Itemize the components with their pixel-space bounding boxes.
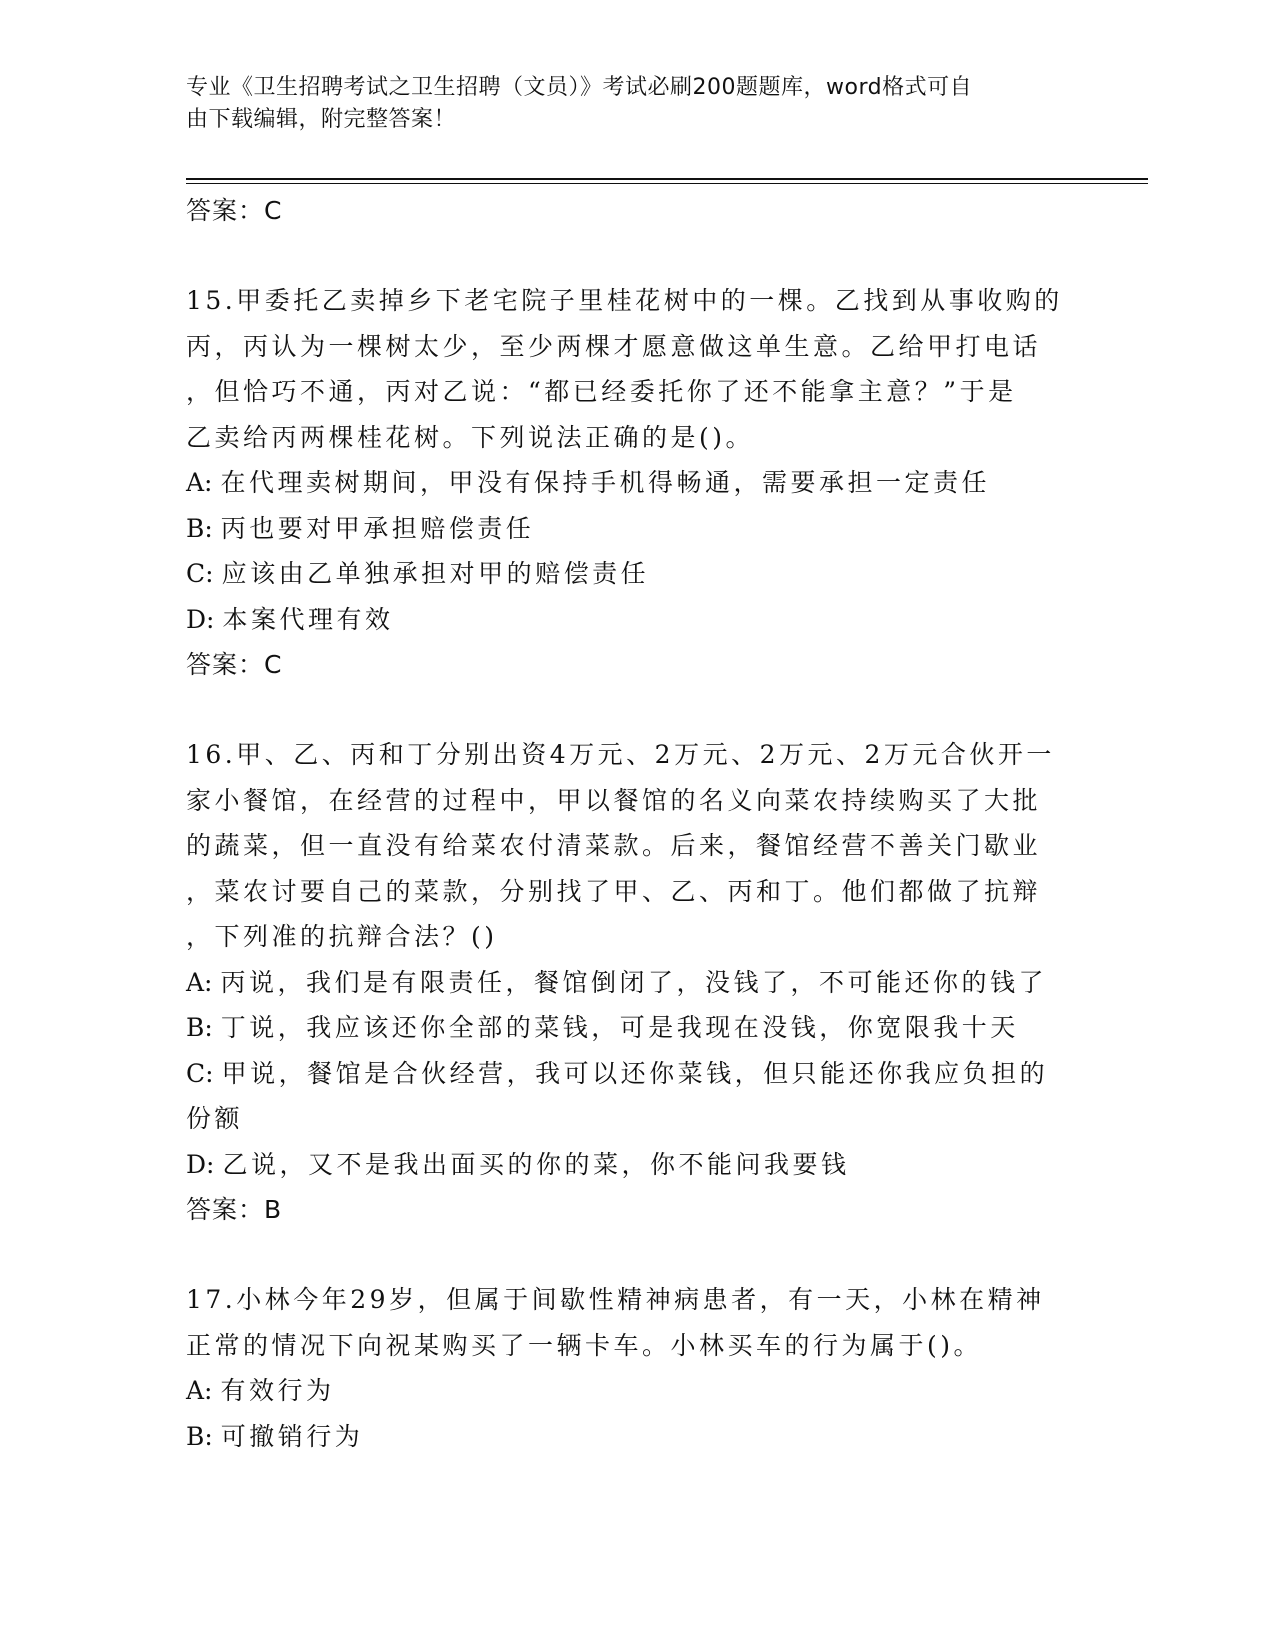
- option-a: [186, 960, 1086, 1006]
- option-key: B:: [186, 1013, 213, 1042]
- option-key: B:: [186, 513, 213, 543]
- option-text: 甲说，餐馆是合伙经营，我可以还你菜钱，但只能还你我应负担的: [221, 1058, 1049, 1088]
- option-text: 丙说，我们是有限责任，餐馆倒闭了，没钱了，不可能还你的钱了: [220, 967, 1047, 997]
- option-text: 丁说，我应该还你全部的菜钱，可是我现在没钱，你宽限我十天: [220, 1013, 1019, 1042]
- option-b: [186, 506, 1086, 552]
- question-16: [186, 732, 1086, 1233]
- option-key: A:: [186, 967, 213, 997]
- question-stem-line: 家小餐馆，在经营的过程中，甲以餐馆的名义向菜农持续购买了大批: [186, 785, 1042, 815]
- answer-line: 答案：B: [186, 1195, 283, 1224]
- option-b: [186, 1414, 1086, 1460]
- answer-line: 答案：C: [186, 650, 283, 679]
- option-c: [186, 551, 1086, 597]
- question-stem-line: 正常的情况下向祝某购买了一辆卡车。小林买车的行为属于()。: [186, 1330, 983, 1360]
- question-stem-line: 17.小林今年29岁，但属于间歇性精神病患者，有一天，小林在精神: [186, 1285, 1045, 1314]
- option-key: B:: [186, 1421, 213, 1451]
- header-line-1: 专业《卫生招聘考试之卫生招聘（文员）》考试必刷200题题库，word格式可自: [186, 75, 973, 100]
- question-stem-line: 的蔬菜，但一直没有给菜农付清菜款。后来，餐馆经营不善关门歇业: [186, 831, 1042, 860]
- question-17: [186, 1277, 1086, 1459]
- option-key: D:: [186, 604, 215, 634]
- question-stem-line: 丙，丙认为一棵树太少，至少两棵才愿意做这单生意。乙给甲打电话: [186, 331, 1042, 361]
- option-text: 可撤销行为: [220, 1421, 364, 1451]
- option-text: 本案代理有效: [222, 604, 394, 634]
- answer-line: 答案：C: [186, 196, 283, 225]
- spacer: [186, 688, 1086, 732]
- option-key: A:: [186, 468, 213, 497]
- question-stem-line: 16.甲、乙、丙和丁分别出资4万元、2万元、2万元、2万元合伙开一: [186, 740, 1055, 769]
- option-text: 应该由乙单独承担对甲的赔偿责任: [221, 559, 650, 588]
- spacer: [186, 234, 1086, 278]
- option-b: [186, 1005, 1086, 1051]
- option-c-continued: 份额: [186, 1104, 244, 1133]
- document-body: [186, 188, 1086, 1459]
- option-a: [186, 1368, 1086, 1414]
- question-stem-line: 15.甲委托乙卖掉乡下老宅院子里桂花树中的一棵。乙找到从事收购的: [186, 286, 1063, 315]
- question-15: [186, 278, 1086, 688]
- option-d: [186, 1142, 1086, 1188]
- option-a: [186, 460, 1086, 506]
- option-key: D:: [186, 1149, 215, 1179]
- option-key: A:: [186, 1376, 213, 1405]
- document-header: [186, 72, 1066, 136]
- option-text: 在代理卖树期间，甲没有保持手机得畅通，需要承担一定责任: [220, 468, 990, 497]
- header-rule-thick: [186, 178, 1148, 180]
- option-c: [186, 1051, 1086, 1097]
- header-rule-thin: [186, 183, 1148, 184]
- option-d: [186, 597, 1086, 643]
- question-stem-line: 乙卖给丙两棵桂花树。下列说法正确的是()。: [186, 422, 755, 452]
- question-stem-line: ，菜农讨要自己的菜款，分别找了甲、乙、丙和丁。他们都做了抗辩: [186, 876, 1042, 906]
- option-text: 乙说，又不是我出面买的你的菜，你不能问我要钱: [222, 1149, 850, 1179]
- question-stem-line: ，但恰巧不通，丙对乙说：“都已经委托你了还不能拿主意？”于是: [186, 377, 1017, 406]
- header-line-2: 由下载编辑，附完整答案！: [186, 107, 457, 132]
- spacer: [186, 1233, 1086, 1277]
- option-key: C:: [186, 1058, 214, 1088]
- option-text: 丙也要对甲承担赔偿责任: [220, 513, 535, 543]
- option-key: C:: [186, 559, 214, 588]
- option-text: 有效行为: [220, 1376, 335, 1405]
- question-stem-line: ，下列准的抗辩合法？(): [186, 922, 498, 951]
